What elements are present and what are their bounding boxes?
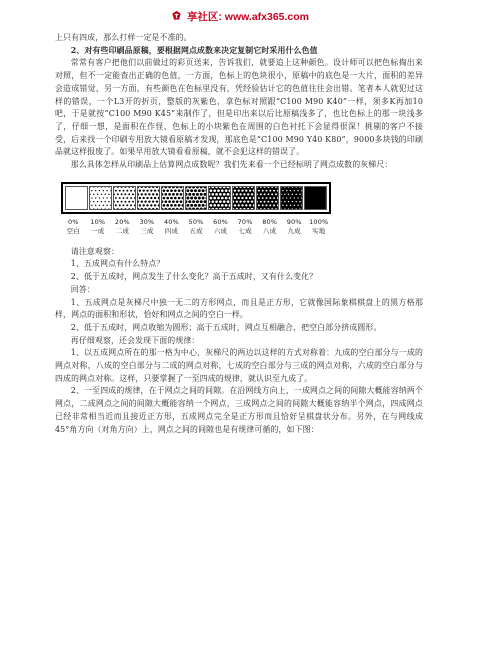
tone-cell-9 xyxy=(280,186,303,210)
tone-percent: 40% xyxy=(164,217,179,226)
tone-cell-10 xyxy=(304,186,327,210)
tone-label-4 xyxy=(159,218,184,236)
tone-cell-6 xyxy=(208,186,231,210)
paragraph: 1、五成网点有什么特点？ xyxy=(70,259,165,269)
tone-name: 四成 xyxy=(164,226,179,235)
tone-label-9 xyxy=(282,218,307,236)
tone-label-7 xyxy=(233,218,258,236)
halftone-pattern xyxy=(162,187,183,209)
tone-percent: 0% xyxy=(67,217,79,226)
paragraph: 1、以五成网点所在的那一格为中心，灰梯尺的两边以这样的方式对称着：九成的空白部分与一成的网点对称，八成的空白部分与二成的网点对称，七成的空白部分与三成的网点对称，六成的空白部分与四成的网点对称。这样，只要掌握了一至四成的规律，就认识至九成了。 xyxy=(55,348,423,383)
tone-percent: 60% xyxy=(213,217,228,226)
halftone-pattern xyxy=(90,187,111,209)
paragraph: 2、低于五成时，网点收缩为圆形；高于五成时，网点互相融合，把空白部分挤成圆形。 xyxy=(70,322,382,332)
tone-percent: 80% xyxy=(262,217,278,226)
tone-cell-7 xyxy=(232,186,255,210)
tone-name: 五成 xyxy=(189,226,203,235)
tone-name: 二成 xyxy=(115,226,130,235)
tone-percent: 100% xyxy=(309,217,329,226)
tone-name: 八成 xyxy=(262,226,277,235)
tone-cell-2 xyxy=(113,186,136,210)
paragraphs-bottom xyxy=(55,246,423,437)
site-header xyxy=(0,9,480,24)
tone-name: 空白 xyxy=(66,226,80,235)
document-body xyxy=(55,32,423,436)
tone-percent: 70% xyxy=(237,217,253,226)
tone-scale-labels xyxy=(61,218,331,236)
tone-name: 九成 xyxy=(287,226,301,235)
tone-scale xyxy=(61,182,331,236)
tone-cell-8 xyxy=(256,186,279,210)
tone-name: 实地 xyxy=(312,226,326,235)
paragraph: 1、五成网点是灰梯尺中独一无二的方形网点，而且是正方形，它就像国际象棋棋盘上的黑方格那样，网点的面积和形状，恰好和网点之间的空白一样。 xyxy=(55,297,423,320)
halftone-pattern xyxy=(257,187,278,209)
tone-cell-1 xyxy=(89,186,112,210)
halftone-pattern xyxy=(66,187,87,209)
paragraph: 请注意观察： xyxy=(70,246,120,256)
tone-percent: 50% xyxy=(188,217,204,226)
tone-cell-5 xyxy=(185,186,208,210)
paragraph: 2、一至四成的规律，在于网点之间的间隙。在沿网线方向上，一成网点之间的间隙大概能容纳两个网点，二成网点之间的间隙大概能容纳一个网点，三成网点之间的间隙大概能容纳半个网点，四成网点已经非常相当近而且接近正方形，五成网点完全是正方形而且恰好呈棋盘状分布。另外，在与网线成45°角方向（对角方向）上，网点之间的间隙也是有规律可循的，如下图： xyxy=(55,386,423,434)
halftone-pattern xyxy=(233,187,254,209)
halftone-pattern xyxy=(281,187,302,209)
paragraph: 2、低于五成时，网点发生了什么变化？高于五成时，又有什么变化？ xyxy=(70,272,318,282)
halftone-pattern xyxy=(186,187,207,209)
tone-label-6 xyxy=(208,218,233,236)
tone-label-2 xyxy=(110,218,135,236)
halftone-pattern xyxy=(138,187,159,209)
tone-cell-3 xyxy=(137,186,160,210)
tone-percent: 30% xyxy=(139,217,155,226)
tone-label-8 xyxy=(257,218,282,236)
paragraph: 那么具体怎样从印刷品上估算网点成数呢？我们先来看一个已经标明了网点成数的灰梯尺： xyxy=(70,160,393,170)
tone-percent: 10% xyxy=(90,217,106,226)
tone-label-5 xyxy=(184,218,209,236)
tone-percent: 90% xyxy=(286,217,302,226)
tone-label-0 xyxy=(61,218,86,236)
tone-name: 六成 xyxy=(213,226,228,235)
tone-label-1 xyxy=(86,218,111,236)
paragraph: 2、对有些印刷品原稿，要根据网点成数来决定复制它时采用什么色值 xyxy=(70,45,318,55)
paragraph: 再仔细观察，还会发现下面的规律： xyxy=(70,335,200,345)
logo-icon xyxy=(171,10,182,21)
tone-cell-0 xyxy=(65,186,88,210)
site-name: 享社区: www.afx365.com xyxy=(186,11,310,23)
tone-percent: 20% xyxy=(114,217,130,226)
halftone-pattern xyxy=(305,187,326,209)
paragraph: 常常有客户把他们以前做过的彩页送来，告诉我们，就要追上这种颜色。设计师可以把色标掏出来对照，但不一定能查出正确的色值，一方面，色标上的色块很小，原稿中的底色是一大片，面积的差异会造成错觉，另一方面，有些颜色在色标里没有，凭经验估计它的色值往往会出错。笔者本人就犯过这样的错误，一个L3开的折页，整版的灰紫色，拿色标对照跟“C100 M90 K40”一样，须多K再加10吧，于是就按“C100 M90 K45”来制作了，但是印出来以后比原稿浅多了，也比色标上的那一块浅多了，仔细一想，是面积在作怪，色标上的小块紫色在周围的白色衬托下会显得很深！挑剔的客户不接受，后来找一个印刷专用放大镜看原稿才发现，那底色是“C100 M90 Y40 K80”，9000多块钱的印刷品就这样报废了。如果早用放大镜看看原稿，就不会犯这样的错误了。 xyxy=(55,58,423,157)
halftone-pattern xyxy=(209,187,230,209)
tone-label-10 xyxy=(306,218,331,236)
paragraphs-top xyxy=(55,32,423,172)
tone-cell-4 xyxy=(161,186,184,210)
halftone-pattern xyxy=(114,187,135,209)
tone-name: 三成 xyxy=(140,226,154,235)
tone-name: 一成 xyxy=(91,226,105,235)
paragraph: 上只有四成，那么打样一定是不准的。 xyxy=(55,33,192,42)
tone-label-3 xyxy=(135,218,160,236)
paragraph: 回答： xyxy=(70,284,95,294)
tone-name: 七成 xyxy=(238,226,252,235)
tone-scale-bar xyxy=(61,182,331,214)
